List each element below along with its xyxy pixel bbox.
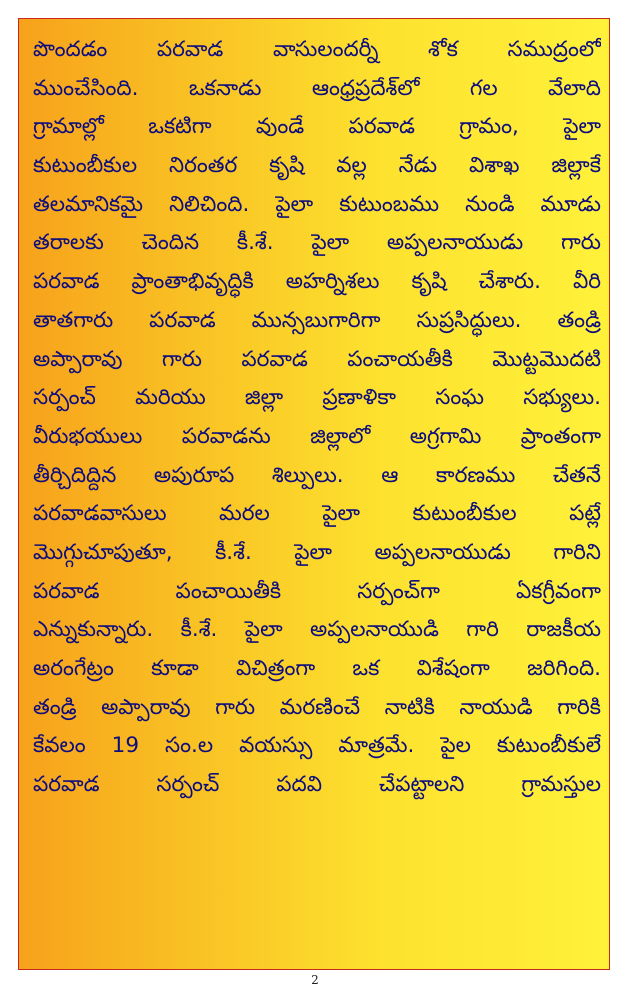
page-number: 2 [311, 973, 319, 987]
text-line: పొందడం పరవాడ వాసులందర్నీ శోక సముద్రంలో [33, 37, 601, 62]
text-line: గ్రామాల్లో ఒకటిగా వుండే పరవాడ గ్రామం, పైలా [33, 114, 601, 140]
text-line: అప్పారావు గారు పరవాడ పంచాయతీకి మొట్టమొదటి [33, 346, 601, 372]
text-line: పరవాడ ప్రాంతాభివృద్ధికి అహర్నిశలు కృషి చేశారు. వీరి [33, 269, 601, 295]
text-line: వీరుభయులు పరవాడను జిల్లాలో అగ్రగామి ప్రాంతంగా [33, 423, 601, 449]
text-line: తలమానికమై నిలిచింది. పైలా కుటుంబము నుండి మూడు [33, 191, 601, 217]
text-line: సర్పంచ్ మరియు జిల్లా ప్రణాళికా సంఘ సభ్యులు. [33, 385, 601, 411]
text-line: తాతగారు పరవాడ మున్సబుగారిగా సుప్రసిద్ధులు. తండ్రి [33, 307, 601, 333]
text-line: తీర్చిదిద్దిన అపురూప శిల్పులు. ఆ కారణము చేతనే [33, 462, 601, 488]
text-line: పరవాడవాసులు మరల పైలా కుటుంబీకుల పట్లే [33, 501, 601, 527]
text-line: కుటుంబీకుల నిరంతర కృషి వల్ల నేడు విశాఖ జిల్లాకే [33, 153, 601, 179]
text-line: అరంగేట్రం కూడా విచిత్రంగా ఒక విశేషంగా జరిగింది. [33, 656, 601, 681]
text-line: ఎన్నుకున్నారు. కీ.శే. పైలా అప్పలనాయుడి గారి రాజకీయ [33, 617, 601, 643]
text-panel [18, 18, 610, 970]
body-text [33, 31, 601, 805]
text-line: పరవాడ సర్పంచ్ పదవి చేపట్టాలని గ్రామస్తుల [33, 772, 601, 798]
text-line: మొగ్గుచూపుతూ, కీ.శే. పైలా అప్పలనాయుడు గారిని [33, 539, 601, 565]
text-line: కేవలం 19 సం.ల వయస్సు మాత్రమే. పైల కుటుంబీకులే [33, 733, 601, 759]
text-line: తరాలకు చెందిన కీ.శే. పైలా అప్పలనాయుడు గారు [33, 230, 601, 256]
text-line: ముంచేసింది. ఒకనాడు ఆంధ్రప్రదేశ్‌లో గల వేలాది [33, 75, 601, 101]
text-line: పరవాడ పంచాయితీకి సర్పంచ్‌గా ఏకగ్రీవంగా [33, 578, 601, 604]
text-line: తండ్రి అప్పారావు గారు మరణించే నాటికి నాయుడి గారికి [33, 694, 601, 720]
